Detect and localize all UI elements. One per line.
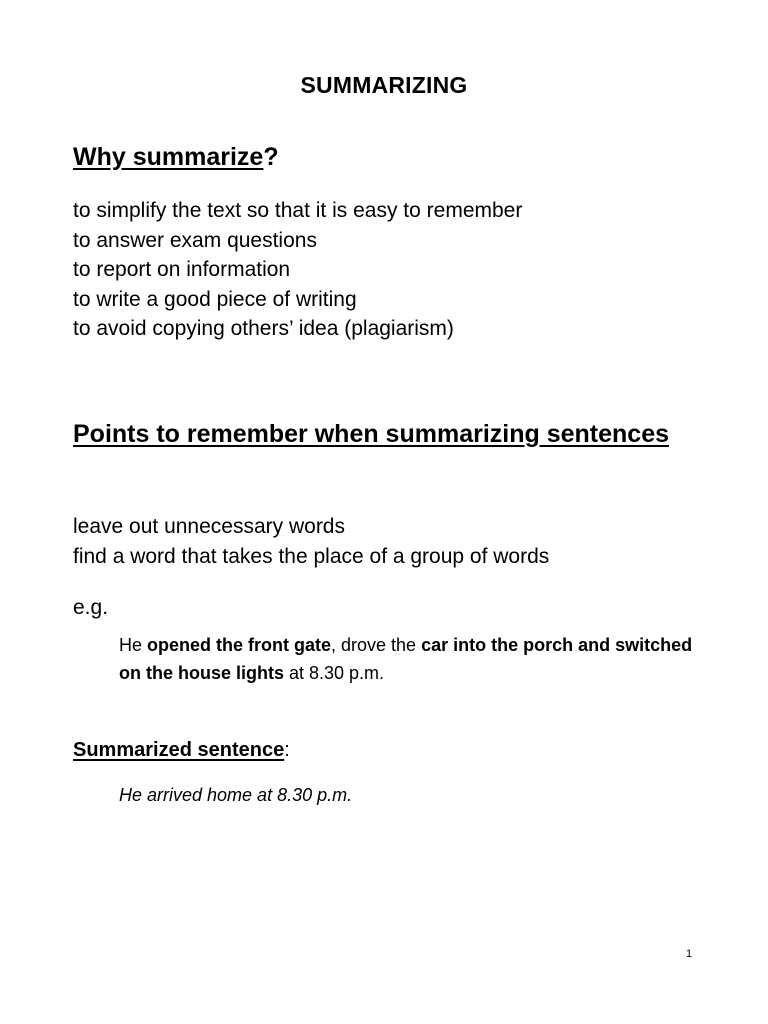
- why-summarize-heading-punct: ?: [263, 143, 279, 171]
- why-summarize-heading-text: Why summarize: [73, 143, 264, 171]
- example-label: e.g.: [73, 596, 109, 619]
- summarized-sentence-heading: [73, 739, 290, 762]
- points-list: [73, 512, 549, 571]
- summarized-sentence: He arrived home at 8.30 p.m.: [119, 785, 353, 805]
- points-heading: Points to remember when summarizing sentences: [73, 420, 669, 448]
- summarized-sentence-heading-text: Summarized sentence: [73, 739, 285, 761]
- page-number: 1: [686, 948, 693, 960]
- page-title: SUMMARIZING: [300, 72, 468, 98]
- example-part: at 8.30 p.m.: [284, 663, 385, 683]
- list-item: find a word that takes the place of a group of words: [73, 544, 550, 568]
- summarized-sentence-heading-punct: :: [284, 739, 290, 761]
- why-summarize-heading: [73, 143, 279, 172]
- example-bold-part: opened the front gate: [147, 635, 332, 655]
- example-part: , drove the: [331, 635, 422, 655]
- list-item: to write a good piece of writing: [73, 287, 357, 311]
- list-item: to report on information: [73, 258, 291, 281]
- reasons-list: [73, 196, 522, 344]
- example-part: He: [119, 635, 148, 655]
- list-item: to simplify the text so that it is easy to remember: [73, 199, 523, 222]
- example-bold-part: car into the porch and switched on the house lights: [119, 635, 693, 683]
- list-item: to answer exam questions: [73, 228, 317, 252]
- list-item: leave out unnecessary words: [73, 515, 345, 538]
- example-sentence: [119, 631, 709, 687]
- list-item: to avoid copying others’ idea (plagiarism): [73, 317, 454, 340]
